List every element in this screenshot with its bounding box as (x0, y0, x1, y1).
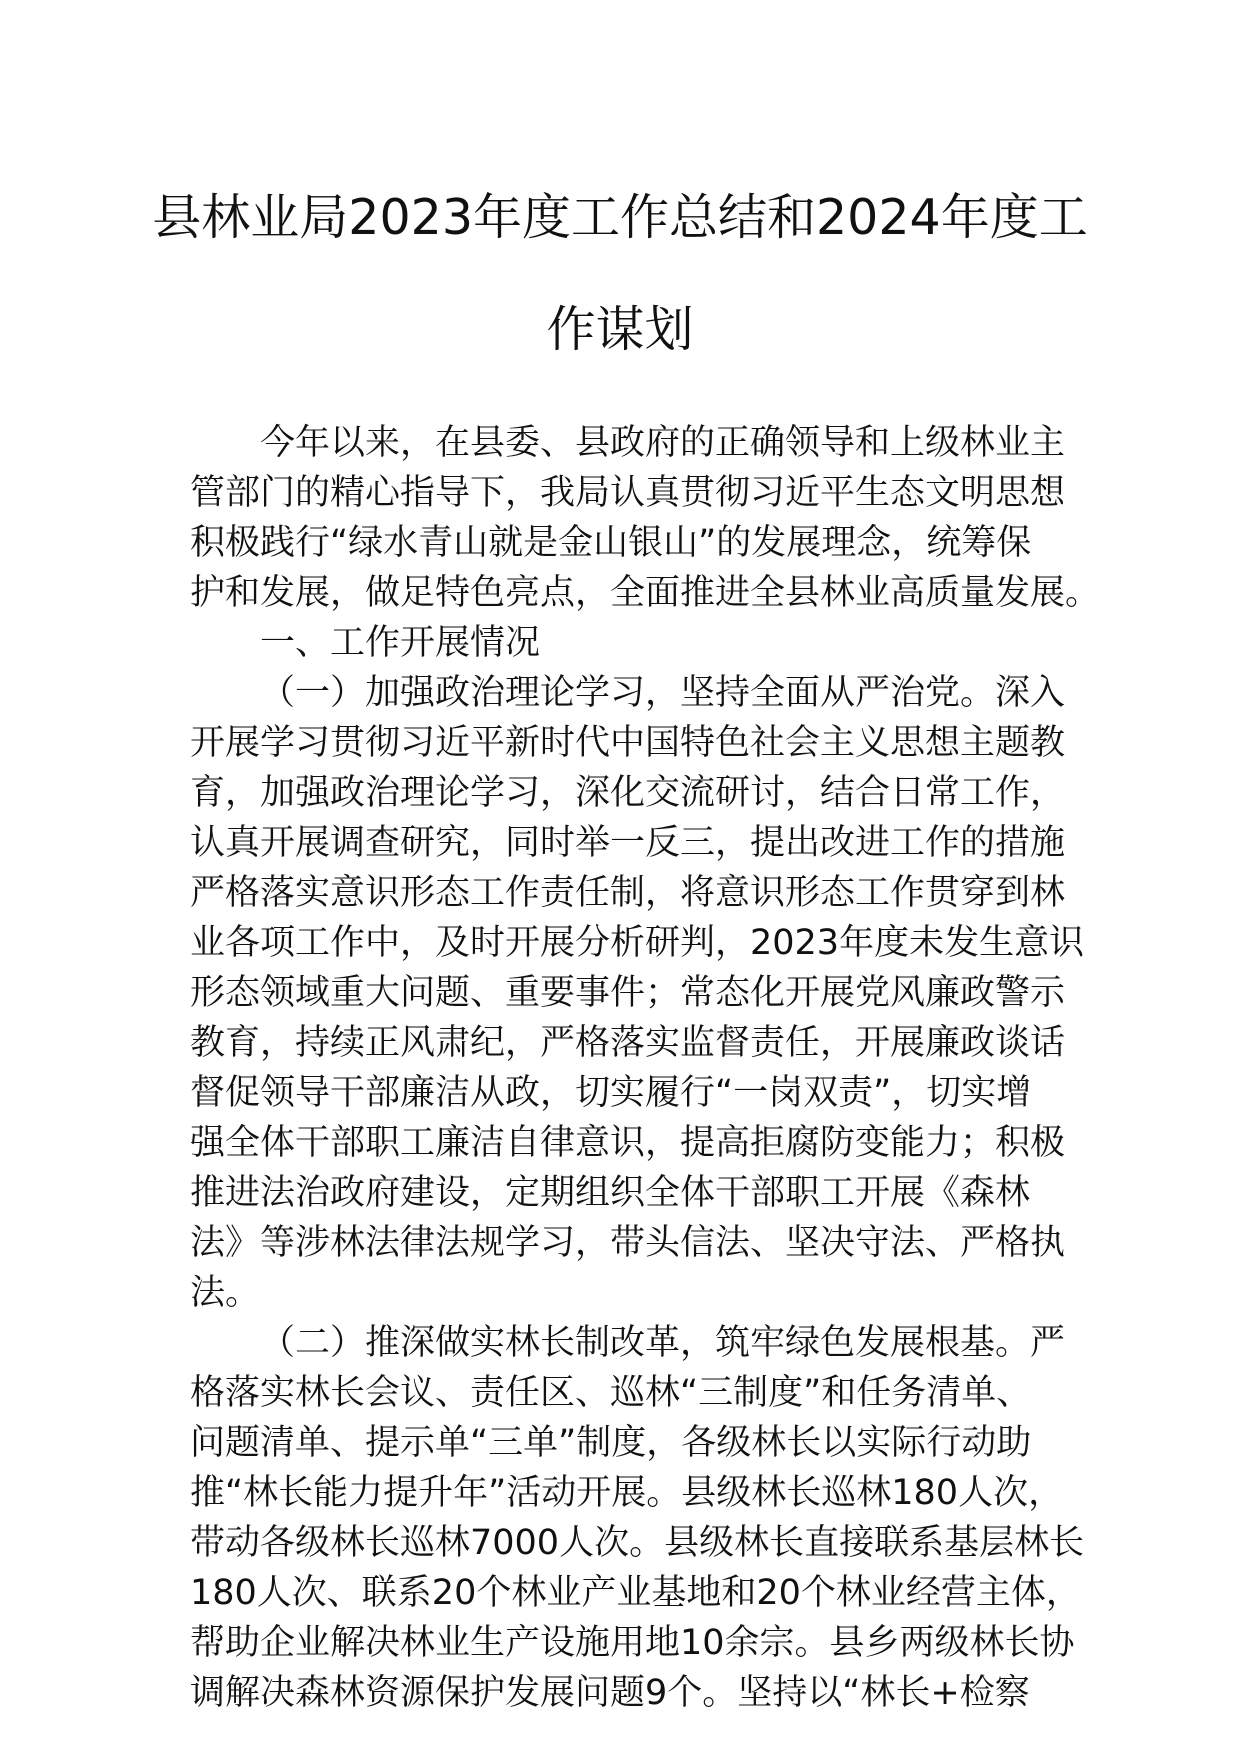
paragraph-line: 问题清单、提示单“三单”制度，各级林长以实际行动助 (190, 1423, 1032, 1463)
paragraph-line: 认真开展调查研究，同时举一反三，提出改进工作的措施 (190, 823, 1066, 863)
paragraph-line: 形态领域重大问题、重要事件；常态化开展党风廉政警示 (190, 973, 1066, 1013)
document-body (190, 418, 1101, 1718)
paragraph-line: 调解决森林资源保护发展问题9个。坚持以“林长+检察 (190, 1673, 1030, 1713)
paragraph-line: 今年以来，在县委、县政府的正确领导和上级林业主 (260, 423, 1066, 463)
paragraph-line: 业各项工作中，及时开展分析研判，2023年度未发生意识 (190, 923, 1085, 963)
paragraph-line: 育，加强政治理论学习，深化交流研讨，结合日常工作， (190, 773, 1066, 813)
paragraph-line: 严格落实意识形态工作责任制，将意识形态工作贯穿到林 (190, 873, 1066, 913)
paragraph-line: 管部门的精心指导下，我局认真贯彻习近平生态文明思想 (190, 473, 1066, 513)
paragraph-line: 推进法治政府建设，定期组织全体干部职工开展《森林 (190, 1173, 1031, 1213)
paragraph-line: 法。 (190, 1273, 261, 1313)
paragraph-line: 强全体干部职工廉洁自律意识，提高拒腐防变能力；积极 (190, 1123, 1066, 1163)
paragraph-line: 法》等涉林法律法规学习，带头信法、坚决守法、严格执 (190, 1223, 1066, 1263)
paragraph-line: 推“林长能力提升年”活动开展。县级林长巡林180人次， (190, 1473, 1064, 1513)
paragraph-line: （二）推深做实林长制改革，筑牢绿色发展根基。严 (260, 1323, 1066, 1363)
paragraph-line: （一）加强政治理论学习，坚持全面从严治党。深入 (260, 673, 1066, 713)
paragraph-line: 教育，持续正风肃纪，严格落实监督责任，开展廉政谈话 (190, 1023, 1066, 1063)
document-title-line-1: 县林业局2023年度工作总结和2024年度工 (152, 189, 1088, 246)
paragraph-line: 带动各级林长巡林7000人次。县级林长直接联系基层林长 (190, 1523, 1085, 1563)
paragraph-line: 帮助企业解决林业生产设施用地10余宗。县乡两级林长协 (190, 1623, 1075, 1663)
section-heading: 一、工作开展情况 (260, 623, 541, 663)
paragraph-line: 护和发展，做足特色亮点，全面推进全县林业高质量发展。 (190, 573, 1101, 613)
paragraph-line: 积极践行“绿水青山就是金山银山”的发展理念，统筹保 (190, 523, 1032, 563)
paragraph-line: 开展学习贯彻习近平新时代中国特色社会主义思想主题教 (190, 723, 1066, 763)
paragraph-line: 格落实林长会议、责任区、巡林“三制度”和任务清单、 (190, 1373, 1032, 1413)
document-title-line-2: 作谋划 (546, 301, 694, 358)
paragraph-line: 180人次、联系20个林业产业基地和20个林业经营主体， (190, 1573, 1081, 1613)
paragraph-line: 督促领导干部廉洁从政，切实履行“一岗双责”，切实增 (190, 1073, 1032, 1113)
